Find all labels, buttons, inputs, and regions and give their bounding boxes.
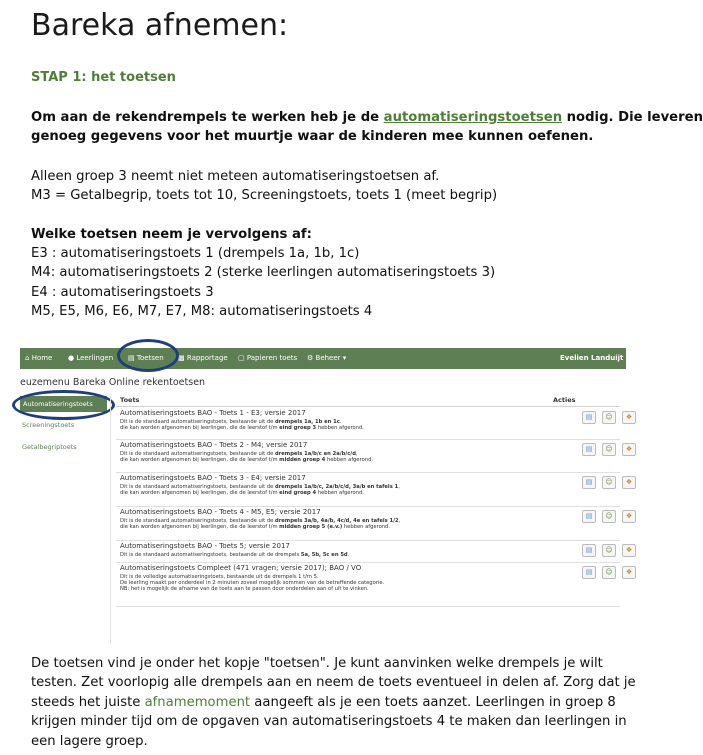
description-pre: NB: het is mogelijk de afname van de toets aan te passen door onderdelen aan of uit te vinken. xyxy=(120,586,369,593)
user-caret-icon: ▾ xyxy=(625,354,630,362)
para2-line-1: Alleen groep 3 neemt niet meteen automatiseringstoetsen af. xyxy=(31,169,440,184)
col-header-toets: Toets xyxy=(120,396,140,404)
description-post: . xyxy=(347,552,350,558)
description-bold: drempels 1a/b/c, 2a/b/c/d, 3a/b en tafels 1 xyxy=(275,484,399,490)
description-post: hebben afgerond. xyxy=(325,457,374,464)
group-assign-icon[interactable]: ❖ xyxy=(622,544,636,557)
description-bold: drempels 3a/b, 4a/b, 4c/d, 4e en tafels 1/2 xyxy=(275,518,399,524)
which-line-1: E3 : automatiseringstoets 1 (drempels 1a, 1b, 1c) xyxy=(31,246,360,261)
view-document-icon[interactable]: ▤ xyxy=(582,411,596,424)
outro-line-1: De toetsen vind je onder het kopje "toetsen". Je kunt aanvinken welke drempels je wilt xyxy=(31,656,603,671)
toets-title: Automatiseringstoets Compleet (471 vragen; versie 2017); BAO / VO xyxy=(120,564,362,572)
toets-title: Automatiseringstoets BAO - Toets 1 - E3; versie 2017 xyxy=(120,409,306,417)
assign-user-icon[interactable]: ☺ xyxy=(602,510,616,523)
outro-line-5: een lagere groep. xyxy=(31,734,148,749)
description-pre: Dit is de standaard automatiseringstoets, bestaande uit de xyxy=(120,451,275,457)
table-row xyxy=(116,439,633,473)
which-line-2: M4: automatiseringstoets 2 (sterke leerlingen automatiseringstoets 3) xyxy=(31,265,496,280)
description-bold: eind groep 4 xyxy=(279,490,317,497)
caret-down-icon: ▾ xyxy=(342,354,347,362)
col-header-acties: Acties xyxy=(553,396,576,404)
group-assign-icon[interactable]: ❖ xyxy=(622,476,636,489)
outro-line-2: testen. Zet voorlopig alle drempels aan en neem de toets eventueel in delen af. Zorg dat je xyxy=(31,675,636,690)
assign-user-icon[interactable]: ☺ xyxy=(602,476,616,489)
description-line xyxy=(120,490,400,496)
group-assign-icon[interactable]: ❖ xyxy=(622,443,636,456)
intro-post: nodig. Die leveren xyxy=(562,110,703,125)
toets-title: Automatiseringstoets BAO - Toets 2 - M4; versie 2017 xyxy=(120,441,308,449)
nav-beheer[interactable]: ⚙ Beheer ▾ xyxy=(307,354,347,362)
menu-title: euzemenu Bareka Online rekentoetsen xyxy=(20,377,206,388)
description-bold: drempels 1a, 1b en 1c xyxy=(275,419,340,425)
description-bold: midden groep 4 xyxy=(279,457,326,464)
assign-user-icon[interactable]: ☺ xyxy=(602,411,616,424)
nav-leerlingen[interactable]: ● Leerlingen xyxy=(68,354,114,362)
view-document-icon[interactable]: ▤ xyxy=(582,510,596,523)
view-document-icon[interactable]: ▤ xyxy=(582,476,596,489)
toets-description xyxy=(120,518,400,530)
home-icon: ⌂ xyxy=(25,354,30,362)
description-bold: 5a, 5b, 5c en 5d xyxy=(300,552,348,558)
automatiseringstoetsen-link[interactable]: automatiseringstoetsen xyxy=(383,110,563,125)
description-line xyxy=(120,552,349,558)
assign-user-icon[interactable]: ☺ xyxy=(602,544,616,557)
table-row xyxy=(116,472,633,507)
description-line xyxy=(120,586,384,592)
file-icon: ▢ xyxy=(238,354,245,362)
intro-line-1 xyxy=(31,108,703,127)
description-post: , xyxy=(355,451,358,457)
nav-bar xyxy=(20,348,630,369)
para2-line-2: M3 = Getalbegrip, toets tot 10, Screeningstoets, toets 1 (meet begrip) xyxy=(31,188,498,203)
document-icon: ▤ xyxy=(128,354,135,362)
description-pre: Dit is de standaard automatiseringstoets, bestaande uit de xyxy=(120,518,275,524)
sidebar-divider xyxy=(110,394,111,644)
description-pre: Dit is de standaard automatiseringstoets, bestaande uit de xyxy=(120,484,275,490)
description-bold: drempels 1a/b/c en 2a/b/c/d xyxy=(275,451,356,457)
nav-user[interactable]: Evelien Landuijt ▾ xyxy=(560,354,630,362)
outro-l3-post: aangeeft als je een toets aanzet. Leerlingen in groep 8 xyxy=(250,695,616,710)
which-heading: Welke toetsen neem je vervolgens af: xyxy=(31,227,312,242)
group-assign-icon[interactable]: ❖ xyxy=(622,411,636,424)
nav-papieren-toets[interactable]: ▢ Papieren toets xyxy=(238,354,298,362)
group-assign-icon[interactable]: ❖ xyxy=(622,510,636,523)
toets-description xyxy=(120,552,349,558)
description-pre: die kan worden afgenomen bij leerlingen, die de leerstof t/m xyxy=(120,490,280,497)
table-row xyxy=(116,562,633,607)
view-document-icon[interactable]: ▤ xyxy=(582,566,596,579)
afnamemoment-link[interactable]: afnamemoment xyxy=(144,695,251,710)
description-post: hebben afgerond. xyxy=(342,524,391,531)
assign-user-icon[interactable]: ☺ xyxy=(602,566,616,579)
which-line-4: M5, E5, M6, E6, M7, E7, M8: automatiseringstoets 4 xyxy=(31,304,373,319)
toets-title: Automatiseringstoets BAO - Toets 4 - M5, E5; versie 2017 xyxy=(120,508,321,516)
description-line xyxy=(120,457,373,463)
description-post: , xyxy=(398,518,401,524)
description-pre: De leerling maakt per onderdeel in 2 minuten zoveel mogelijk sommen van de betreffende categorie. xyxy=(120,580,385,587)
description-pre: die kan worden afgenomen bij leerlingen, die de leerstof t/m xyxy=(120,457,280,464)
description-post: , xyxy=(398,484,400,490)
description-pre: Dit is de standaard automatiseringstoets, bestaande uit de xyxy=(120,419,275,425)
assign-user-icon[interactable]: ☺ xyxy=(602,443,616,456)
toets-description xyxy=(120,484,400,496)
chart-icon: ▩ xyxy=(178,354,185,362)
table-row xyxy=(116,506,633,541)
embedded-screenshot xyxy=(20,348,633,646)
which-line-3: E4 : automatiseringstoets 3 xyxy=(31,285,214,300)
table-row xyxy=(116,540,633,563)
description-pre: Dit is de standaard automatiseringstoets, bestaande uit de drempels xyxy=(120,552,301,558)
description-post: . xyxy=(339,419,342,425)
description-bold: eind groep 3 xyxy=(279,425,317,432)
description-post: hebben afgerond. xyxy=(316,490,364,497)
sidebar-item-screeningstoets[interactable]: Screeningstoets xyxy=(22,421,75,429)
view-document-icon[interactable]: ▤ xyxy=(582,544,596,557)
description-pre: die kan worden afgenomen bij leerlingen, die de leerstof t/m xyxy=(120,425,280,432)
description-line xyxy=(120,524,400,530)
toets-title: Automatiseringstoets BAO - Toets 5; versie 2017 xyxy=(120,542,290,550)
sidebar-item-automatiseringstoets[interactable]: Automatiseringstoets xyxy=(20,396,107,412)
description-bold: midden groep 5 (e.v.) xyxy=(279,524,343,531)
description-pre: die kan worden afgenomen bij leerlingen, die de leerstof t/m xyxy=(120,524,280,531)
toets-description xyxy=(120,451,373,463)
toets-description xyxy=(120,574,384,593)
toets-description xyxy=(120,419,364,431)
description-post: hebben afgerond. xyxy=(316,425,364,432)
nav-home[interactable]: ⌂ Home xyxy=(25,354,53,362)
table-row xyxy=(116,407,633,440)
intro-line-2: genoeg gegevens voor het muurtje waar de kinderen mee kunnen oefenen. xyxy=(31,129,594,144)
nav-rapportage[interactable]: ▩ Rapportage xyxy=(178,354,228,362)
nav-toetsen[interactable]: ▤ Toetsen xyxy=(128,354,164,362)
highlight-oval-sidebar xyxy=(12,390,115,420)
sidebar-item-getalbegriptoets[interactable]: Getalbegriptoets xyxy=(22,443,77,451)
toets-title: Automatiseringstoets BAO - Toets 3 - E4; versie 2017 xyxy=(120,474,306,482)
gear-icon: ⚙ xyxy=(307,354,314,362)
outro-line-3 xyxy=(31,693,616,712)
users-icon: ● xyxy=(68,354,75,362)
description-line xyxy=(120,425,364,431)
description-pre: Dit is de volledige automatiseringstoets, bestaande uit de drempels 1 t/m 5. xyxy=(120,574,319,580)
group-assign-icon[interactable]: ❖ xyxy=(622,566,636,579)
page-title: Bareka afnemen: xyxy=(31,8,289,43)
intro-pre: Om aan de rekendrempels te werken heb je de xyxy=(31,110,384,125)
outro-l3-pre: steeds het juiste xyxy=(31,695,145,710)
highlight-oval-toetsen xyxy=(117,339,179,372)
view-document-icon[interactable]: ▤ xyxy=(582,443,596,456)
outro-line-4: krijgen minder tijd om de opgaven van automatiseringstoets 4 te maken dan leerlingen in xyxy=(31,714,627,729)
step-heading: STAP 1: het toetsen xyxy=(31,70,176,85)
